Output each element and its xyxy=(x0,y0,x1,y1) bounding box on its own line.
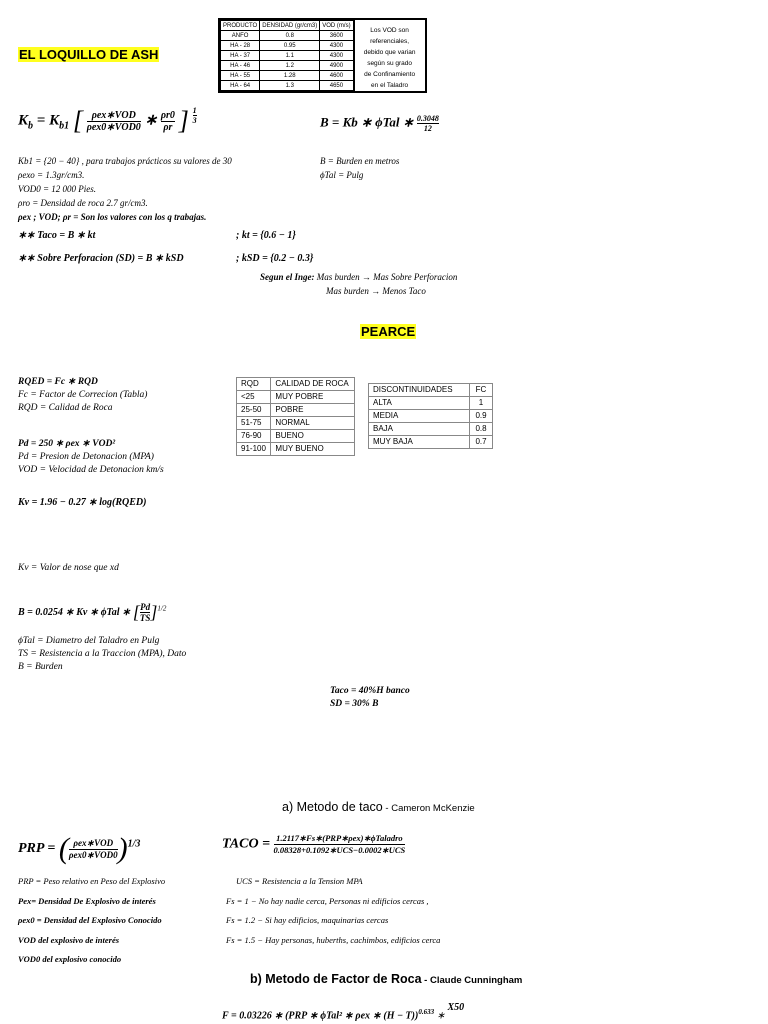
prp-num: ρex∗VOD xyxy=(73,837,114,848)
cell: 0.8 xyxy=(470,423,493,436)
cell: 76-90 xyxy=(237,430,271,443)
fs-3: Fs = 1.5 − Hay personas, huberths, cachimbos, edificios cerca xyxy=(226,934,441,945)
pex0-def: ρex0 = Densidad del Explosivo Conocido xyxy=(18,915,162,925)
cell: POBRE xyxy=(271,404,355,417)
kv-formula: Kv = 1.96 − 0.27 ∗ log(RQED) xyxy=(18,497,147,508)
pearce-tal-def: ϕTal = Diametro del Taladro en Pulg xyxy=(18,636,160,646)
cell: BUENO xyxy=(271,430,355,443)
table-row xyxy=(221,41,354,51)
cell: 4600 xyxy=(320,71,353,81)
cell: MUY POBRE xyxy=(271,391,355,404)
cell: HA - 46 xyxy=(221,61,260,71)
cell: HA - 64 xyxy=(221,81,260,91)
product-table-box xyxy=(218,18,427,93)
burden-frac xyxy=(417,114,439,133)
cell: MUY BUENO xyxy=(271,443,355,456)
cell: ALTA xyxy=(369,397,470,410)
taco-line: ∗∗ Taco = B ∗ kt xyxy=(18,230,96,241)
ash-defs xyxy=(18,154,232,224)
kb-exp xyxy=(193,106,197,125)
kt-range: ; kt = {0.6 − 1} xyxy=(236,230,296,241)
rho-line: ρexo = 1.3gr/cm3. xyxy=(18,170,85,180)
cell: 1.28 xyxy=(260,71,320,81)
pex-def: Pex= Densidad De Explosivo de interés xyxy=(18,895,156,906)
table-row xyxy=(369,436,493,449)
pearce-burden-frac xyxy=(140,602,151,623)
pd-formula: Pd = 250 ∗ ρex ∗ VOD² xyxy=(18,439,116,449)
rqed-formula: RQED = Fc ∗ RQD xyxy=(18,377,98,387)
note-line: de Confinamiento xyxy=(364,71,416,78)
product-table xyxy=(220,20,354,91)
rqd-table xyxy=(236,377,355,456)
note-line: referenciales, xyxy=(370,38,410,45)
pearce-block-1 xyxy=(18,376,147,415)
x50: X50 xyxy=(447,1002,465,1014)
kb-lhs: K xyxy=(18,112,29,129)
section-b-heading: b) Metodo de Factor de Roca xyxy=(250,972,422,986)
vals-line: ρex ; VOD; ρr = Son los valores con los q trabajas. xyxy=(18,212,207,222)
kb-num2: ρr0 xyxy=(160,109,175,121)
kb-den1: ρex0∗VOD0 xyxy=(86,121,141,133)
vod-interest-def: VOD del explosivo de interés xyxy=(18,934,120,945)
section-a-fs xyxy=(226,872,440,950)
table-row xyxy=(237,378,355,391)
prp-den: ρex0∗VOD0 xyxy=(68,849,118,860)
inge-bold: Segun el Inge: xyxy=(260,272,315,282)
rqd-header: RQD xyxy=(237,378,271,391)
taco-den: 0.08328+0.1092∗UCS−0.0002∗UCS xyxy=(273,845,406,855)
prp-def: PRP = Peso relativo en Peso del Explosivo xyxy=(18,876,166,886)
density-header: DENSIDAD (gr/cm3) xyxy=(260,21,320,31)
table-row xyxy=(237,430,355,443)
table-row xyxy=(237,391,355,404)
cell: ANFO xyxy=(221,31,260,41)
rqd-def: RQD = Calidad de Roca xyxy=(18,403,113,413)
cell: HA - 55 xyxy=(221,71,260,81)
cell: 4650 xyxy=(320,81,353,91)
kb-frac2 xyxy=(161,110,175,133)
cell: 1.2 xyxy=(260,61,320,71)
note-line: debido que varian xyxy=(363,49,416,56)
table-row xyxy=(221,31,354,41)
section-b-author: - Claude Cunningham xyxy=(421,975,523,986)
prp-exp: 1/3 xyxy=(127,838,141,850)
section-b-title xyxy=(250,972,522,986)
pearce-burden-text: B = 0.0254 ∗ Kv ∗ ϕTal ∗ xyxy=(18,606,131,618)
product-header: PRODUCTO xyxy=(221,21,260,31)
cell: MUY BAJA xyxy=(369,436,470,449)
factor-roca-text: F = 0.03226 ∗ (PRP ∗ ϕTal² ∗ ρex ∗ (H − T)) xyxy=(222,1010,419,1022)
burden-formula-ash xyxy=(320,114,439,133)
table-row xyxy=(237,417,355,430)
factor-roca-exp: 0.633 xyxy=(418,1008,435,1016)
cell: 1.1 xyxy=(260,51,320,61)
note-line: Los VOD son xyxy=(370,27,409,34)
cell: 4300 xyxy=(320,41,353,51)
kb-lhs-sub: b xyxy=(28,120,34,132)
b-def: B = Burden en metros xyxy=(320,156,400,166)
tal-def: ϕTal = Pulg xyxy=(320,170,364,180)
cell: <25 xyxy=(237,391,271,404)
cell: 0.95 xyxy=(260,41,320,51)
disc-table xyxy=(368,383,493,449)
cell: 91-100 xyxy=(237,443,271,456)
cell: 0.8 xyxy=(260,31,320,41)
vod-note xyxy=(354,20,425,91)
taco-frac xyxy=(274,833,406,856)
ksd-range: ; kSD = {0.2 − 0.3} xyxy=(236,253,314,264)
cell: 4300 xyxy=(320,51,353,61)
table-row xyxy=(221,51,354,61)
pearce-taco: Taco = 40%H banco xyxy=(330,686,410,696)
pearce-burden-exp: 1/2 xyxy=(157,604,167,613)
pearce-taco-sd xyxy=(330,685,410,711)
note-line: en el Taladro xyxy=(371,82,409,89)
table-row xyxy=(237,404,355,417)
burden-frac-num: 0.3048 xyxy=(416,114,439,123)
inge-rest: Mas burden → Mas Sobre Perforacion xyxy=(316,272,458,282)
table-row xyxy=(369,410,493,423)
kb-rhs: K xyxy=(49,112,60,129)
pd-num: Pd xyxy=(140,602,151,612)
fs-2: Fs = 1.2 − Si hay edificios, maquinarias cercas xyxy=(226,915,389,925)
ash-defs-right xyxy=(320,154,399,182)
table-row xyxy=(237,443,355,456)
prp-formula: PRP = ( $\frac{\text{ρex∗VOD}}{\text{ρex0∗VOD0}}$ )$^{1/3}$ xyxy=(18,832,141,865)
factor-roca-formula xyxy=(222,1002,465,1022)
burden-formula-text: B = Kb ∗ ϕTal ∗ xyxy=(320,114,414,130)
cell: NORMAL xyxy=(271,417,355,430)
fc-header: FC xyxy=(470,384,493,397)
ucs-def: UCS = Resistencia a la Tension MPA xyxy=(236,876,363,886)
taco-num: 1.2117∗Fs∗(PRP∗ρex)∗ϕTaladro xyxy=(276,833,403,843)
section-a-heading: a) Metodo de taco xyxy=(282,800,383,814)
rhor-line: ρro = Densidad de roca 2.7 gr/cm3. xyxy=(18,198,148,208)
cell: 0.9 xyxy=(470,410,493,423)
table-row xyxy=(221,71,354,81)
cell: BAJA xyxy=(369,423,470,436)
title-ash: EL LOQUILLO DE ASH xyxy=(19,47,159,62)
cell: 25-50 xyxy=(237,404,271,417)
cell: 3600 xyxy=(320,31,353,41)
fs-1: Fs = 1 − No hay nadie cerca, Personas ni edificios cercas , xyxy=(226,895,429,906)
note-line: según su grado xyxy=(367,60,412,67)
section-a-author: - Cameron McKenzie xyxy=(382,803,475,814)
kb-frac1 xyxy=(87,110,141,133)
cell: 0.7 xyxy=(470,436,493,449)
kb-rhs-sub: b1 xyxy=(59,120,70,132)
table-row xyxy=(369,423,493,436)
inge-line-2: Mas burden → Menos Taco xyxy=(326,286,426,296)
inge-line-1 xyxy=(260,272,457,282)
prp-frac xyxy=(69,838,118,861)
cell: 51-75 xyxy=(237,417,271,430)
table-row xyxy=(369,384,493,397)
ts-den: TS xyxy=(139,613,151,623)
vod0-known-def: VOD0 del explosivo conocido xyxy=(18,954,122,964)
vod-line: VOD0 = 12 000 Pies. xyxy=(18,184,97,194)
sd-line: ∗∗ Sobre Perforacion (SD) = B ∗ kSD xyxy=(18,253,184,264)
table-row xyxy=(369,397,493,410)
table-row xyxy=(221,61,354,71)
cell: HA - 37 xyxy=(221,51,260,61)
title-pearce: PEARCE xyxy=(361,324,416,339)
kv-def: Kv = Valor de nose que xd xyxy=(18,563,119,573)
pearce-sd: SD = 30% B xyxy=(330,699,379,709)
disc-header: DISCONTINUIDADES xyxy=(369,384,470,397)
pearce-defs xyxy=(18,635,186,674)
section-a-title xyxy=(282,800,475,814)
pearce-burden: B = 0.0254 ∗ Kv ∗ ϕTal ∗ [ $\frac{Pd}{TS}$ ]$^{1/2}$ xyxy=(18,602,167,623)
pearce-b-def: B = Burden xyxy=(18,662,63,672)
cell: 1 xyxy=(470,397,493,410)
vod-velocity-def: VOD = Velocidad de Detonacion km/s xyxy=(18,465,164,475)
factor-roca-mult: ∗ xyxy=(436,1010,445,1022)
kb-num1: ρex∗VOD xyxy=(91,109,136,121)
pd-def: Pd = Presion de Detonacion (MPA) xyxy=(18,452,154,462)
table-row xyxy=(221,81,354,91)
kb-formula: $K_b = K_{b1}$ [ $\frac{\text{ρex∗VOD}}{\text{ρex0∗VOD0}}$ ∗ $\frac{\rho r0}{\rho r}$ ] $\frac{1}{3}$ xyxy=(18,106,197,135)
taco-lhs: TACO = xyxy=(222,836,271,852)
cell: HA - 28 xyxy=(221,41,260,51)
cell: 1.3 xyxy=(260,81,320,91)
prp-lhs: PRP = xyxy=(18,841,56,857)
taco-formula xyxy=(222,833,405,856)
fc-def: Fc = Factor de Correcion (Tabla) xyxy=(18,390,148,400)
kb1-line: Kb1 = {20 − 40} , para trabajos prácticos su valores de 30 xyxy=(18,156,232,166)
cell: 4900 xyxy=(320,61,353,71)
kb-exp-den: 3 xyxy=(192,116,197,125)
cell: MEDIA xyxy=(369,410,470,423)
vod-header: VOD (m/s) xyxy=(320,21,353,31)
kb-den2: ρr xyxy=(161,121,175,133)
kb-exp-num: 1 xyxy=(192,106,197,115)
ts-def: TS = Resistencia a la Traccion (MPA), Dato xyxy=(18,649,187,659)
pearce-block-2 xyxy=(18,438,164,477)
quality-header: CALIDAD DE ROCA xyxy=(271,378,355,391)
burden-frac-den: 12 xyxy=(417,123,439,133)
section-a-defs xyxy=(18,872,165,970)
